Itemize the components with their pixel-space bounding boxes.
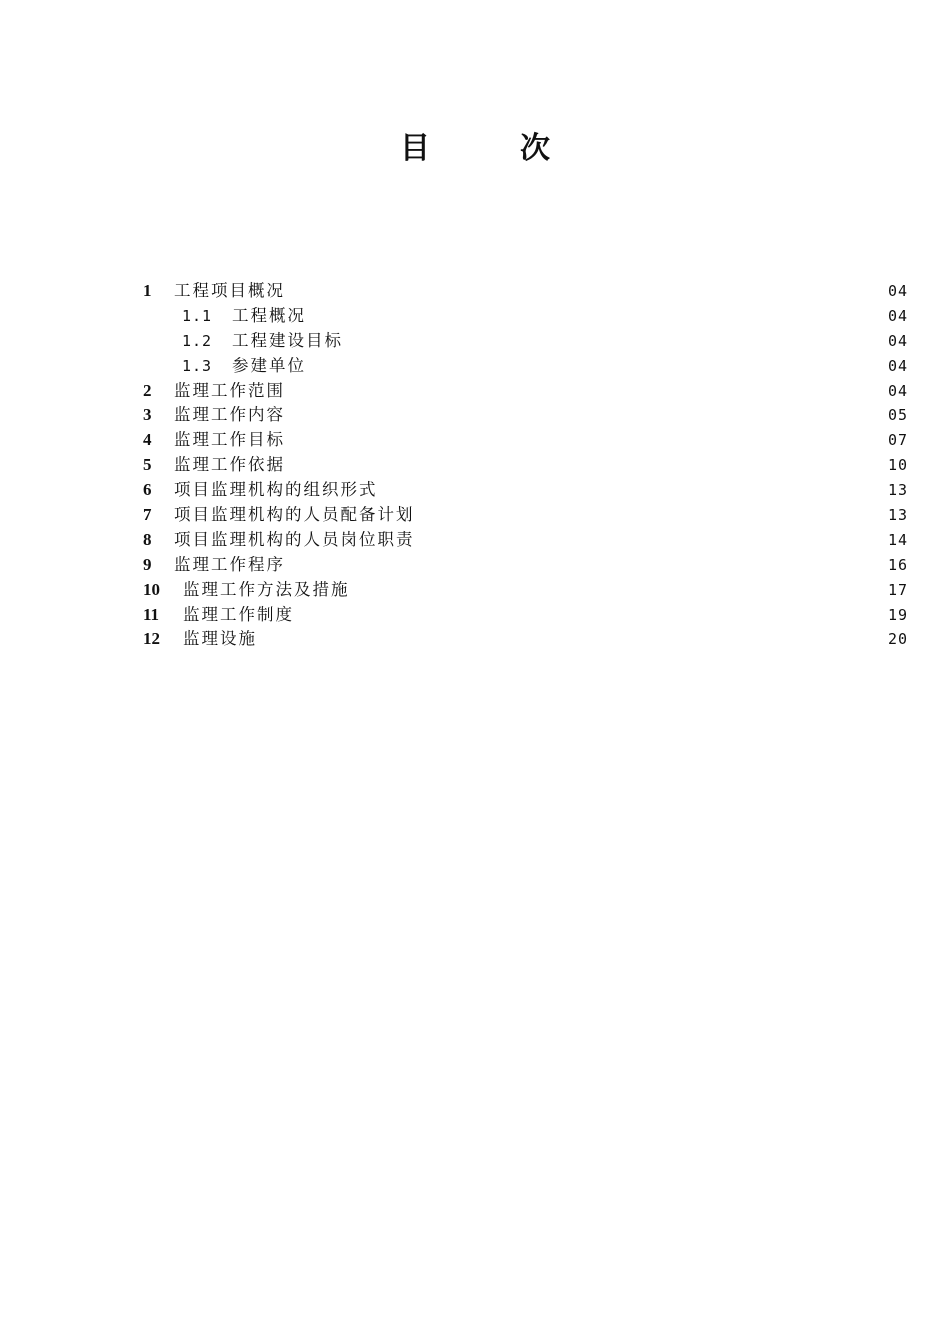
toc-entry-number: 1.2 [182, 331, 213, 350]
toc-entry[interactable] [143, 553, 908, 578]
toc-entry-title: 工程项目概况 [174, 281, 285, 300]
toc-entry-number: 3 [143, 405, 152, 425]
toc-entry-page: 14 [887, 530, 908, 549]
toc-entry-title: 工程概况 [232, 305, 306, 325]
toc-entry[interactable] [143, 428, 908, 453]
toc-entry-number: 9 [143, 554, 152, 574]
toc-entry-page: 04 [887, 381, 908, 400]
toc-entry-title: 工程建设目标 [232, 330, 343, 350]
toc-entry[interactable] [143, 603, 908, 628]
toc-entry[interactable] [143, 403, 908, 428]
toc-entry-number: 6 [143, 480, 152, 500]
toc-entry[interactable] [143, 627, 908, 652]
toc-entry-page: 04 [887, 331, 908, 350]
toc-entry-number: 1.3 [182, 356, 213, 375]
toc-entry-title: 项目监理机构的组织形式 [174, 480, 378, 500]
toc-entry[interactable] [143, 379, 908, 404]
toc-entry-number: 10 [143, 579, 160, 599]
toc-entry-page: 05 [887, 406, 908, 425]
toc-entry-title: 监理工作范围 [174, 380, 285, 400]
toc-entry-number: 1.1 [182, 306, 213, 325]
toc-entry-page: 13 [887, 481, 908, 500]
toc-entry-title: 监理工作方法及措施 [183, 579, 350, 599]
toc-entry-title: 监理工作目标 [174, 430, 285, 450]
page-title: 目 次 [400, 131, 550, 166]
toc-entry-title: 监理工作依据 [174, 455, 285, 475]
table-of-contents [143, 279, 908, 652]
toc-entry-number: 8 [143, 529, 152, 549]
toc-entry-page: 17 [887, 580, 908, 599]
toc-entry-number: 5 [143, 455, 152, 475]
toc-entry-title: 参建单位 [232, 355, 306, 375]
toc-entry-title: 项目监理机构的人员岗位职责 [174, 529, 415, 549]
toc-entry[interactable] [143, 503, 908, 528]
toc-subentry[interactable] [143, 304, 908, 329]
toc-entry[interactable] [143, 528, 908, 553]
toc-entry-number: 11 [143, 604, 160, 624]
toc-entry-page: 19 [887, 605, 908, 624]
toc-subentry[interactable] [143, 354, 908, 379]
toc-entry-title: 监理工作程序 [174, 554, 285, 574]
toc-entry-title: 监理工作制度 [183, 604, 294, 624]
toc-entry-title: 监理设施 [183, 629, 257, 649]
toc-entry-title: 项目监理机构的人员配备计划 [174, 505, 415, 525]
toc-entry-page: 10 [887, 456, 908, 475]
toc-entry-number: 1 [143, 281, 152, 300]
toc-entry[interactable] [143, 453, 908, 478]
toc-entry[interactable] [143, 478, 908, 503]
toc-entry-page: 07 [887, 431, 908, 450]
toc-entry-title: 监理工作内容 [174, 405, 285, 425]
toc-entry-number: 7 [143, 505, 152, 525]
toc-entry-page: 20 [887, 630, 908, 649]
toc-entry-page: 13 [887, 506, 908, 525]
toc-entry-number: 2 [143, 380, 152, 400]
toc-entry-page: 04 [887, 282, 908, 300]
toc-entry-page: 04 [887, 356, 908, 375]
toc-entry[interactable] [143, 578, 908, 603]
toc-entry-page: 04 [887, 306, 908, 325]
toc-subentry[interactable] [143, 329, 908, 354]
toc-entry-number: 4 [143, 430, 152, 450]
toc-entry[interactable] [143, 279, 908, 304]
toc-entry-page: 16 [887, 555, 908, 574]
toc-entry-number: 12 [143, 629, 160, 649]
